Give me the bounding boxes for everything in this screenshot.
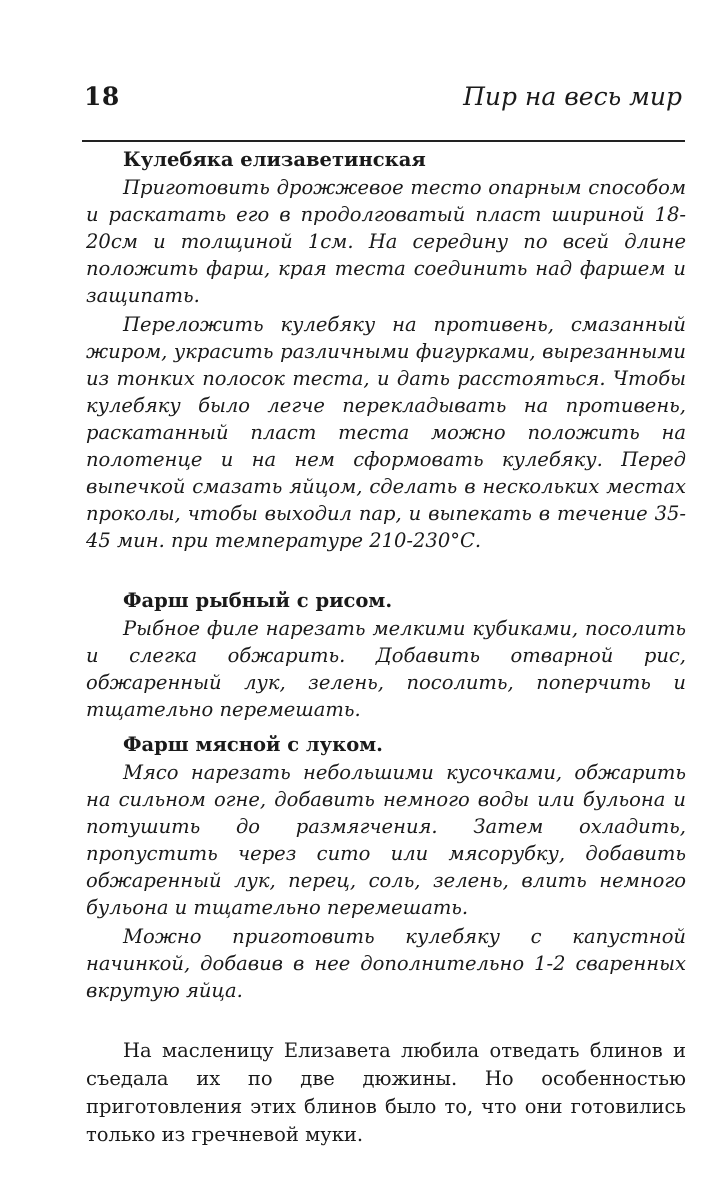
page-number: 18 — [84, 82, 120, 111]
page-content — [86, 146, 686, 1149]
recipe-kulebyaka — [86, 146, 686, 554]
closing-section — [86, 1037, 686, 1149]
recipe-paragraph: Рыбное филе нарезать мелкими кубиками, посолить и слегка обжарить. Добавить отварной рис, обжаренный лук, зелень, посолить, поперчить и тщательно перемешать. — [86, 617, 686, 721]
recipe-title: Фарш рыбный с рисом. — [123, 589, 393, 612]
recipe-paragraph: Мясо нарезать небольшими кусочками, обжарить на сильном огне, добавить немного воды или бульона и потушить до размягчения. Затем охладить, пропустить через сито или мясорубку, добавить обжаренный лук, перец, соль, зелень, влить немного бульона и тщательно перемешать. — [86, 761, 686, 919]
closing-paragraph: На масленицу Елизавета любила отведать блинов и съедала их по две дюжины. Но особенностью приготовления этих блинов было то, что они готовились только из гречневой муки. — [86, 1039, 686, 1146]
recipe-fish-filling — [86, 587, 686, 723]
header-rule — [82, 140, 685, 142]
running-title: Пир на весь мир — [463, 82, 682, 111]
recipe-title: Фарш мясной с луком. — [123, 733, 383, 756]
recipe-paragraph: Можно приготовить кулебяку с капустной начинкой, добавив в нее дополнительно 1-2 сваренных вкрутую яйца. — [86, 925, 686, 1002]
recipe-paragraph: Приготовить дрожжевое тесто опарным способом и раскатать его в продолговатый пласт шириной 18-20см и толщиной 1см. На середину по всей длине положить фарш, края теста соединить над фаршем и защипать. — [86, 176, 686, 307]
recipe-paragraph: Переложить кулебяку на противень, смазанный жиром, украсить различными фигурками, вырезанными из тонких полосок теста, и дать расстояться. Чтобы кулебяку было легче перекладывать на противень, раскатанный пласт теста можно положить на полотенце и на нем сформовать кулебяку. Перед выпечкой смазать яйцом, сделать в нескольких местах проколы, чтобы выходил пар, и выпекать в течение 35-45 мин. при температуре 210-230°С. — [86, 313, 686, 552]
recipe-title: Кулебяка елизаветинская — [123, 148, 426, 171]
recipe-meat-filling — [86, 731, 686, 1004]
